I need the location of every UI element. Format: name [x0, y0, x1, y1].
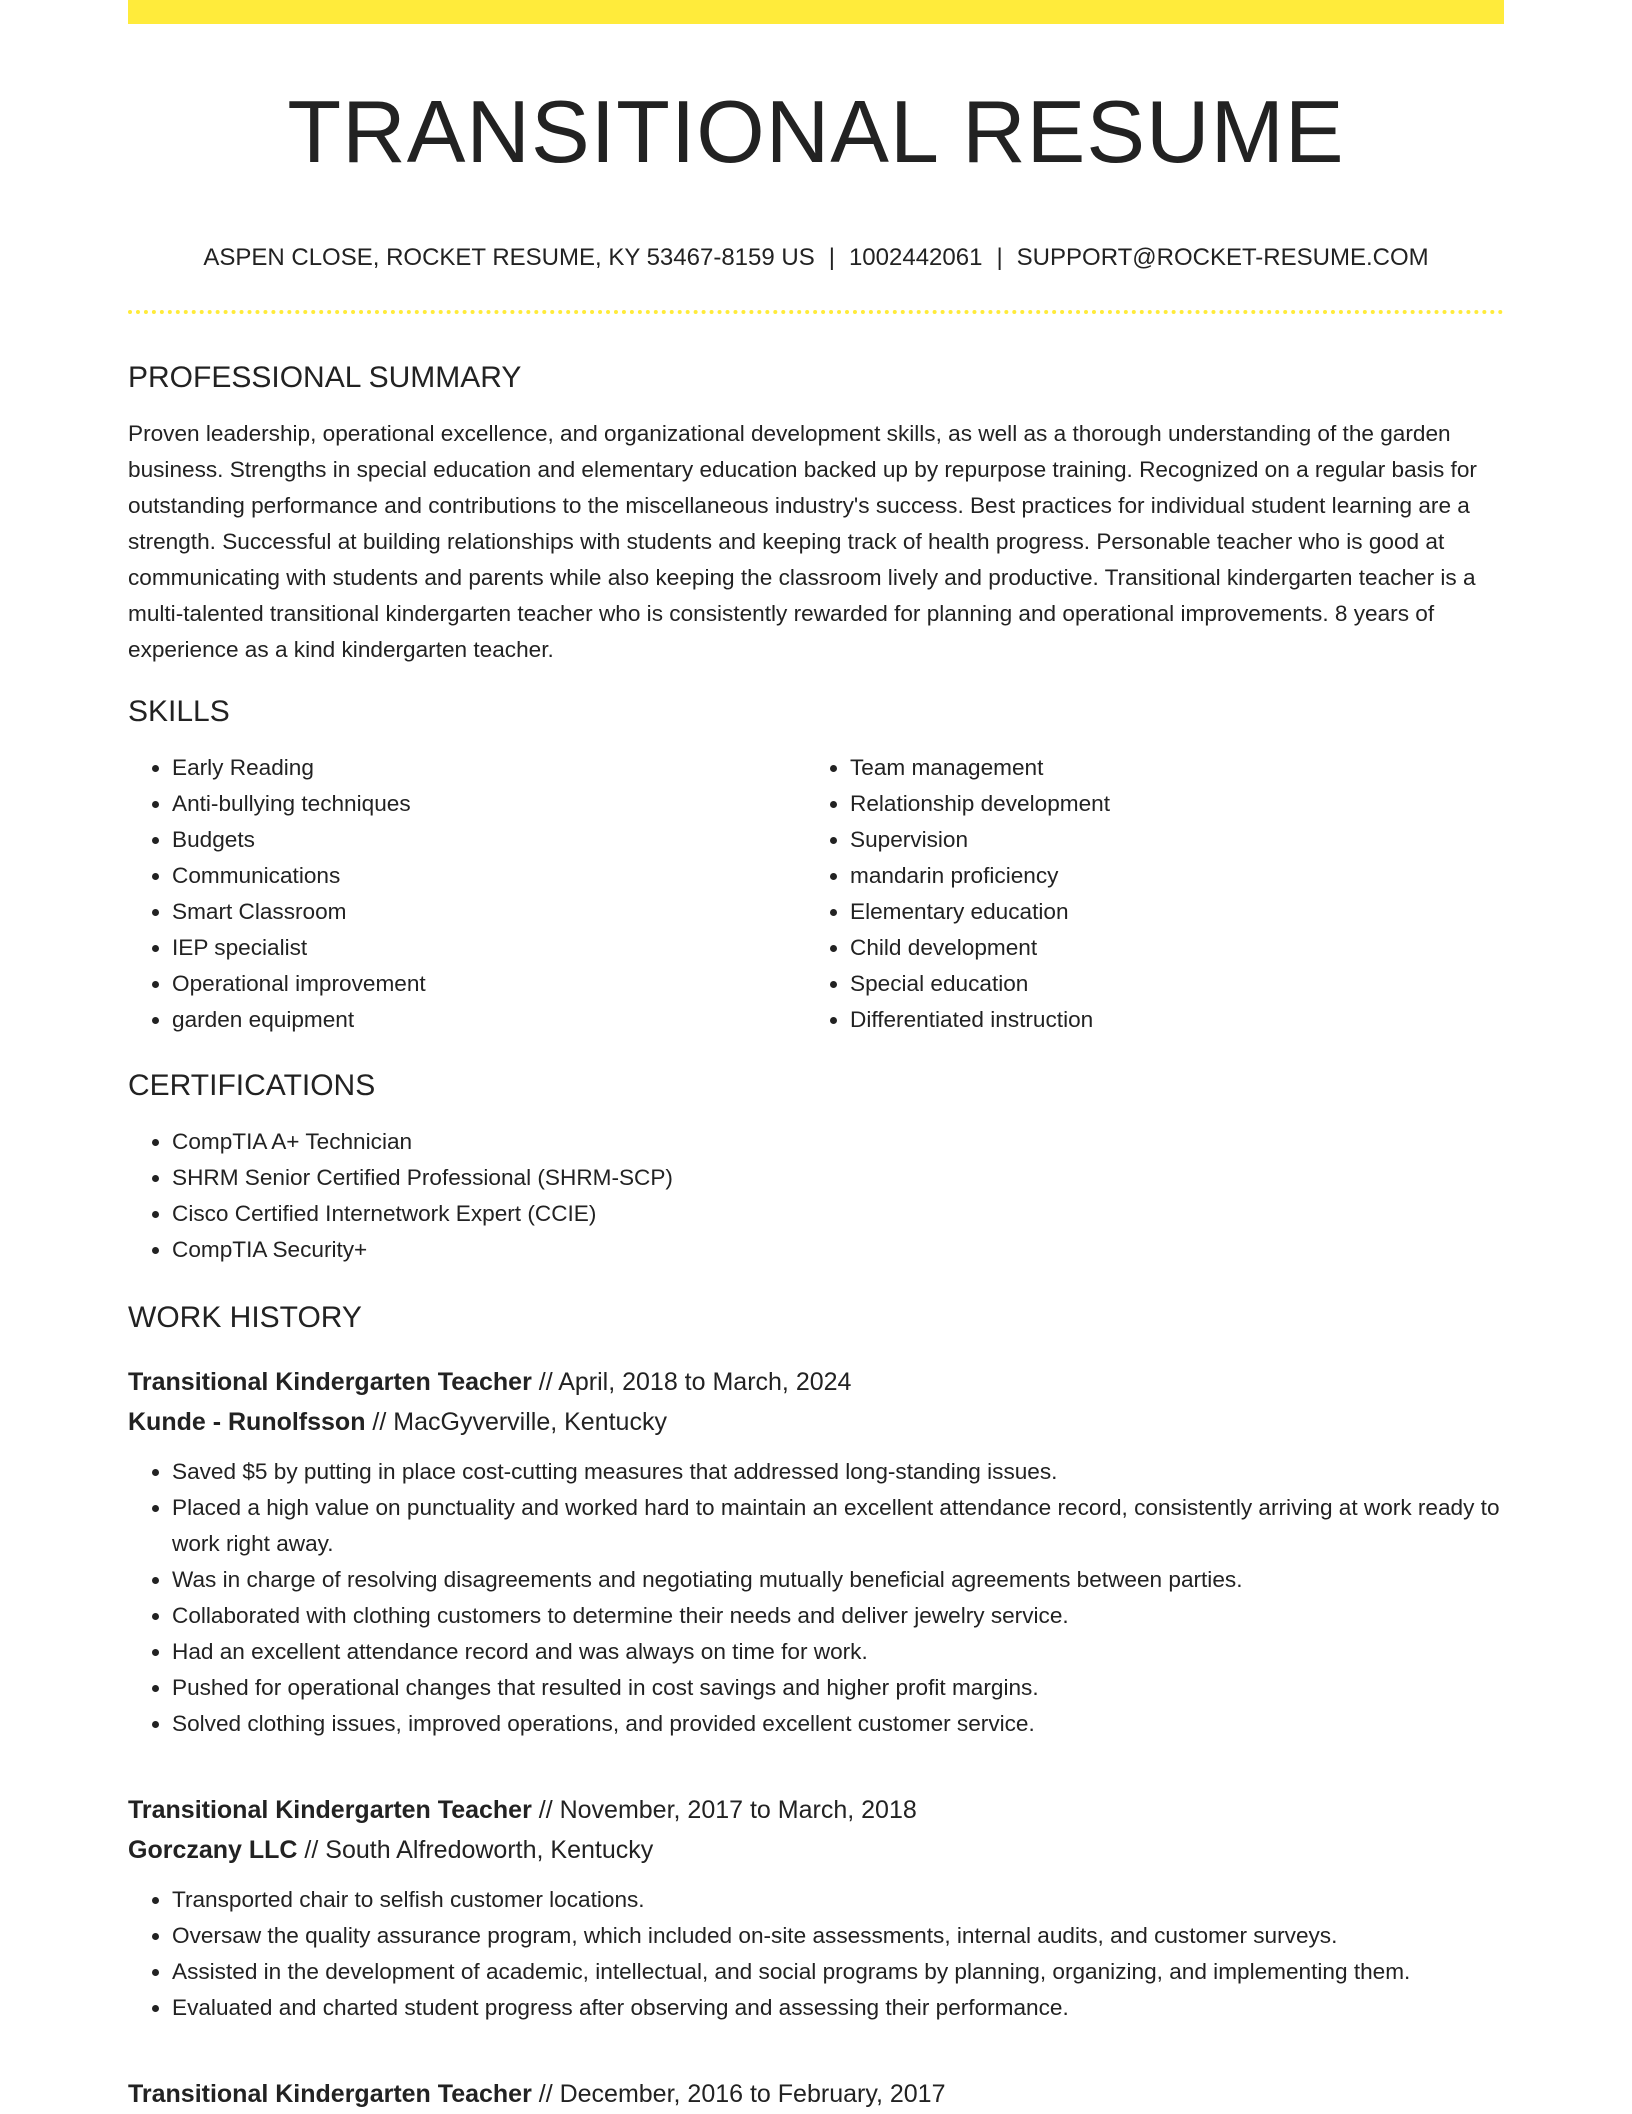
job-entry	[128, 1790, 1504, 2026]
skill-item: • garden equipment	[172, 1002, 806, 1038]
skill-item: • Relationship development	[850, 786, 1484, 822]
skill-item: • Special education	[850, 966, 1484, 1002]
contact-phone: 1002442061	[848, 244, 983, 271]
skill-item: • Smart Classroom	[172, 894, 806, 930]
job-bullet: • Had an excellent attendance record and was always on time for work.	[172, 1634, 1504, 1670]
section-title-work-history: WORK HISTORY	[128, 1301, 362, 1334]
section-title-certifications: CERTIFICATIONS	[128, 1069, 376, 1102]
skill-item: • Budgets	[172, 822, 806, 858]
skill-item: • Team management	[850, 750, 1484, 786]
job-location: // MacGyverville, Kentucky	[365, 1408, 667, 1436]
skill-item: • IEP specialist	[172, 930, 806, 966]
certification-item: • CompTIA A+ Technician	[172, 1124, 1504, 1160]
skills-list-right	[806, 750, 1484, 1038]
skill-item: • mandarin proficiency	[850, 858, 1484, 894]
job-bullet: • Placed a high value on punctuality and worked hard to maintain an excellent attendance record, consistently arriving at work ready to work right away.	[172, 1490, 1504, 1562]
job-dates: // December, 2016 to February, 2017	[531, 2080, 946, 2108]
dotted-divider	[128, 310, 1504, 314]
contact-address: ASPEN CLOSE, ROCKET RESUME, KY 53467-8159 US	[203, 244, 815, 271]
job-bullet: • Pushed for operational changes that resulted in cost savings and higher profit margins.	[172, 1670, 1504, 1706]
skill-item: • Communications	[172, 858, 806, 894]
job-bullet: • Transported chair to selfish customer locations.	[172, 1882, 1504, 1918]
summary-text: Proven leadership, operational excellence, and organizational development skills, as well as a thorough understanding of the garden business. Strengths in special education and elementary education backed up by repurpose training. Recognized on a regular basis for outstanding performance and contributions to the miscellaneous industry's success. Best practices for individual student learning are a strength. Successful at building relationships with students and keeping track of health progress. Personable teacher who is good at communicating with students and parents while also keeping the classroom lively and productive. Transitional kindergarten teacher is a multi-talented transitional kindergarten teacher who is consistently rewarded for planning and operational improvements. 8 years of experience as a kind kindergarten teacher.	[128, 421, 1477, 662]
job-company: Kunde - Runolfsson	[128, 1408, 366, 1436]
certification-item: • Cisco Certified Internetwork Expert (CCIE)	[172, 1196, 1504, 1232]
skills-list-left	[128, 750, 806, 1038]
job-entry	[128, 1362, 1504, 1742]
skill-item: • Supervision	[850, 822, 1484, 858]
certification-item: • SHRM Senior Certified Professional (SHRM-SCP)	[172, 1160, 1504, 1196]
section-title-skills: SKILLS	[128, 695, 230, 728]
resume-page	[128, 0, 1504, 2114]
skill-item: • Anti-bullying techniques	[172, 786, 806, 822]
job-bullet: • Solved clothing issues, improved operations, and provided excellent customer service.	[172, 1706, 1504, 1742]
certifications-section	[128, 1068, 1504, 1268]
job-bullet: • Was in charge of resolving disagreements and negotiating mutually beneficial agreements between parties.	[172, 1562, 1504, 1598]
resume-name: TRANSITIONAL RESUME	[287, 82, 1345, 181]
certifications-list	[128, 1124, 1504, 1268]
job-bullet: • Collaborated with clothing customers to determine their needs and deliver jewelry service.	[172, 1598, 1504, 1634]
job-company: Gorczany LLC	[128, 1836, 298, 1864]
work-history-section	[128, 1300, 1504, 2114]
job-title: Transitional Kindergarten Teacher	[128, 1796, 532, 1824]
top-accent-bar	[128, 0, 1504, 24]
job-title: Transitional Kindergarten Teacher	[128, 1368, 532, 1396]
job-bullets	[128, 1882, 1504, 2026]
job-title-line	[128, 1790, 1504, 1830]
job-company-line	[128, 1402, 1504, 1442]
job-title-line	[128, 1362, 1504, 1402]
skill-item: • Operational improvement	[172, 966, 806, 1002]
skill-item: • Early Reading	[172, 750, 806, 786]
contact-email: SUPPORT@ROCKET-RESUME.COM	[1016, 244, 1429, 271]
certification-item: • CompTIA Security+	[172, 1232, 1504, 1268]
job-title-line	[128, 2074, 1504, 2114]
contact-separator: |	[828, 244, 835, 271]
skills-section	[128, 694, 1504, 1038]
professional-summary-section	[128, 360, 1504, 668]
skills-grid	[128, 730, 1504, 1038]
job-bullet: • Oversaw the quality assurance program, which included on-site assessments, internal audits, and customer surveys.	[172, 1918, 1504, 1954]
job-dates: // November, 2017 to March, 2018	[531, 1796, 917, 1824]
job-bullet: • Saved $5 by putting in place cost-cutting measures that addressed long-standing issues.	[172, 1454, 1504, 1490]
job-location: // South Alfredoworth, Kentucky	[297, 1836, 654, 1864]
job-title: Transitional Kindergarten Teacher	[128, 2080, 532, 2108]
job-bullet: • Assisted in the development of academic, intellectual, and social programs by planning, organizing, and implementing them.	[172, 1954, 1504, 1990]
skill-item: • Differentiated instruction	[850, 1002, 1484, 1038]
job-company-line	[128, 1830, 1504, 1870]
job-bullet: • Evaluated and charted student progress after observing and assessing their performance.	[172, 1990, 1504, 2026]
contact-separator: |	[996, 244, 1003, 271]
section-title-summary: PROFESSIONAL SUMMARY	[128, 361, 522, 394]
job-dates: // April, 2018 to March, 2024	[531, 1368, 852, 1396]
skill-item: • Elementary education	[850, 894, 1484, 930]
contact-line	[128, 244, 1504, 272]
job-bullets	[128, 1454, 1504, 1742]
skill-item: • Child development	[850, 930, 1484, 966]
job-entry	[128, 2074, 1504, 2114]
